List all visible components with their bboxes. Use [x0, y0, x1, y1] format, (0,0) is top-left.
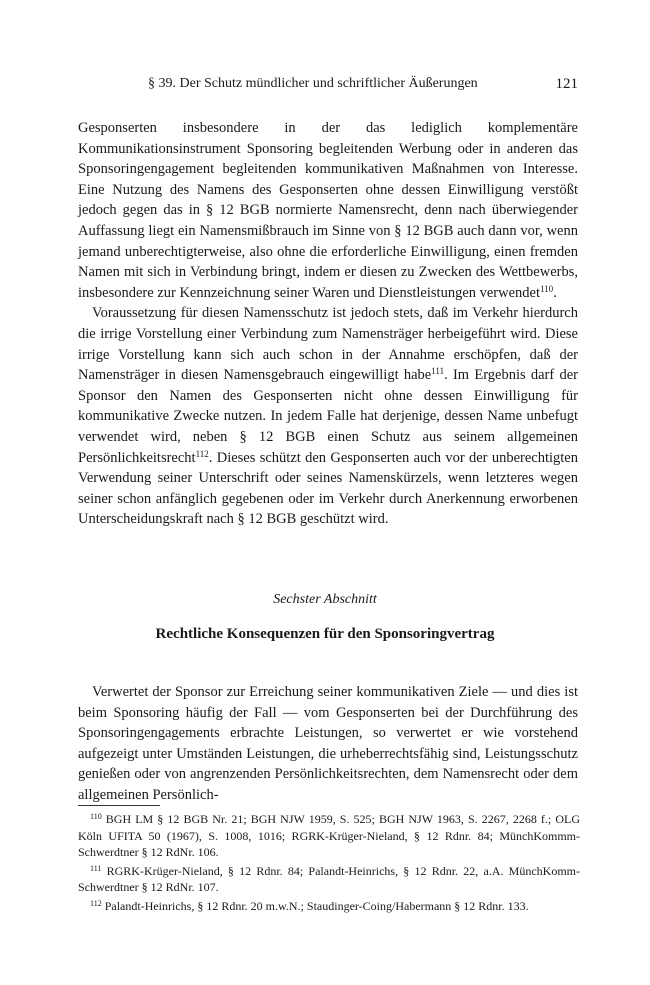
footnote-ref-112: 112 — [195, 448, 209, 459]
footnote-110 — [78, 811, 580, 861]
section-label: Sechster Abschnitt — [273, 592, 377, 607]
footnote-ref-111: 111 — [431, 366, 445, 377]
paragraph-text: . Dieses schützt den Gesponserten auch vor der unberechtigten Verwendung seiner Unterschrift oder seines Namenskürzels, wenn letzteres wegen seiner schon anfänglich gegebenen oder im Verkehr durch Anerkennung erworbenen Unterscheidungskraft nach § 12 BGB geschützt wird. — [78, 449, 578, 528]
footnote-text: Palandt-Heinrichs, § 12 Rdnr. 20 m.w.N.; Staudinger-Coing/Habermann § 12 Rdnr. 133. — [104, 898, 529, 913]
paragraph-2 — [78, 303, 578, 530]
page-number: 121 — [555, 76, 578, 92]
footnote-number: 112 — [90, 898, 102, 908]
running-title: § 39. Der Schutz mündlicher und schriftlicher Äußerungen — [148, 76, 478, 91]
footnote-number: 110 — [90, 812, 102, 821]
footnote-text: RGRK-Krüger-Nieland, § 12 Rdnr. 84; Palandt-Heinrichs, § 12 Rdnr. 22, a.A. MünchKomm-Schwerdtner § 12 RdNr. 107. — [78, 863, 580, 894]
body-text — [78, 118, 578, 530]
paragraph-text: Voraussetzung für diesen Namensschutz ist jedoch stets, daß im Verkehr hierdurch die irrige Vorstellung einer Verbindung zum Namensträger herbeigeführt wird. Diese irrige Vorstellung kann sich auch schon in der Annahme erschöpfen, daß der Namensträger in diesen Namensgebrauch eingewilligt habe — [78, 305, 578, 384]
paragraph-text: Gesponserten insbesondere in der das lediglich komplementäre Kommunikationsinstrument Sponsoring begleitenden Werbung oder in anderen das Sponsoringengagement begleitenden kommunikativen Maßnahmen von Interesse. Eine Nutzung des Namens des Gesponserten ohne dessen Einwilligung verstößt jedoch gegen das in § 12 BGB normierte Namensrecht, denn nach überwiegender Auffassung liegt ein Namensmißbrauch im Sinne von § 12 BGB auch dann vor, wenn jemand unberechtigterweise, also ohne die erforderliche Einwilligung, einen fremden Namen mit sich in Verbindung bringt, indem er diesen zu Zwecken des Wettbewerbs, insbesondere zur Kennzeichnung seiner Waren und Dienstleistungen verwendet — [78, 120, 578, 301]
footnote-111 — [78, 863, 580, 896]
section-body — [78, 682, 578, 806]
footnote-ref-110: 110 — [540, 283, 554, 294]
section-paragraph: Verwertet der Sponsor zur Erreichung seiner kommunikativen Ziele — und dies ist beim Sponsoring häufig der Fall — vom Gesponserten bei der Durchführung des Sponsoringengagements erbrachte Leistungen, so verwertet er wie vorstehend aufgezeigt unter Umständen Leistungen, die urheberrechtsfähig sind, Leistungsschutz genießen oder von angrenzenden Persönlichkeitsrechten, dem Namensrecht oder dem allgemeinen Persönlich- — [78, 684, 578, 803]
paragraph-text: . — [553, 284, 557, 301]
paragraph-1 — [78, 118, 578, 303]
section-title: Rechtliche Konsequenzen für den Sponsoringvertrag — [155, 626, 495, 642]
footnote-112 — [78, 898, 580, 915]
footnote-text: BGH LM § 12 BGB Nr. 21; BGH NJW 1959, S. 525; BGH NJW 1963, S. 2267, 2268 f.; OLG Köln UFITA 50 (1967), S. 1008, 1016; RGRK-Krüger-Nieland, § 12 Rdnr. 84; MünchKommm-Schwerdtner § 12 RdNr. 106. — [78, 812, 580, 859]
paragraph-text: . Im Ergebnis darf der Sponsor den Namen des Gesponserten nicht ohne dessen Einwilligung für kommunikative Zwecke nutzen. In jedem Falle hat derjenige, dessen Name unbefugt verwendet wird, neben § 12 BGB einen Schutz aus seinem allgemeinen Persönlichkeitsrecht — [78, 367, 578, 466]
footnote-divider — [78, 805, 160, 806]
footnote-number: 111 — [90, 863, 102, 873]
footnotes — [78, 811, 580, 916]
